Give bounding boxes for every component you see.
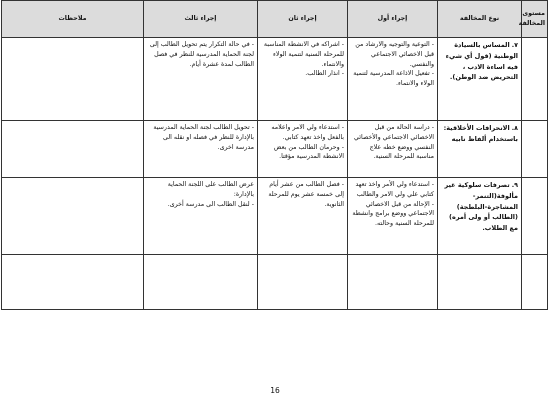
violation-number: ٨. xyxy=(511,125,518,132)
first-action-cell xyxy=(348,178,438,255)
violation-text: تصرفات سلوكية غير مألوفة(التنمر-المشاجرة-البلطجة) (الطالب أو ولى أمره) مع الطلاب. xyxy=(444,181,518,232)
action-item: - الإحالة من قبل الاخصائي الاجتماعي ووضع برامج وانشطة للمرحلة السنية وحالته. xyxy=(352,200,434,227)
action-item: - استدعاء ولي الأمر واخذ تعهد كتابي علي ولي الامر والطالب xyxy=(355,181,434,198)
level-cell xyxy=(522,255,548,310)
table-row xyxy=(2,38,548,121)
violation-type-cell xyxy=(438,38,522,121)
violation-type-cell xyxy=(438,121,522,178)
header-type: نوع المخالفة xyxy=(438,1,522,38)
notes-cell xyxy=(2,255,144,310)
level-cell xyxy=(522,178,548,255)
table-row xyxy=(2,121,548,178)
second-action-cell xyxy=(258,255,348,310)
header-second-action: إجراء ثان xyxy=(258,1,348,38)
second-action-cell xyxy=(258,178,348,255)
violation-text: المساس بالسيادة الوطنية (قول أي شيء فيه اساءة الادب ، التحريض ضد الوطن). xyxy=(445,41,518,82)
notes-cell xyxy=(2,121,144,178)
violation-number: ٧. xyxy=(511,42,518,49)
action-item: - استدعاء ولي الامر واعلامه بالفعل واخذ تعهد كتابي. xyxy=(271,124,344,141)
first-action-cell xyxy=(348,38,438,121)
second-action-cell xyxy=(258,121,348,178)
notes-cell xyxy=(2,178,144,255)
notes-cell xyxy=(2,38,144,121)
violations-table xyxy=(1,0,548,310)
action-item: عرض الطالب على اللجنة الحماية بالإدارة: xyxy=(167,181,254,198)
action-item: - دراسة الحالة من قبل الاخصائي الاجتماعي والأخصائي النفسي ووضع خطه علاج مناسبة للمرحلة السنية. xyxy=(354,124,434,161)
action-item: - اشراكه في الانشطة المناسبة للمرحلة السنية لتنمية الولاء والانتماء. xyxy=(263,41,344,68)
header-third-action: إجراء ثالث xyxy=(144,1,258,38)
violation-type-cell xyxy=(438,255,522,310)
second-action-cell xyxy=(258,38,348,121)
header-level: مستوى المخالفة xyxy=(522,1,548,38)
table-row xyxy=(2,178,548,255)
table-header-row xyxy=(2,1,548,38)
first-action-cell xyxy=(348,121,438,178)
third-action-cell xyxy=(144,178,258,255)
action-item: - تحويل الطالب لجنة الحماية المدرسية بالإدارة للنظر في فصله او نقله الى مدرسة اخرى. xyxy=(153,124,254,151)
action-item: - انذار الطالب. xyxy=(305,70,344,78)
third-action-cell xyxy=(144,255,258,310)
action-item: - فصل الطالب من عشر أيام إلى خمسة عشر يوم للمرحلة الثانوية. xyxy=(268,181,344,208)
violation-number: ٩. xyxy=(511,182,518,189)
first-action-cell xyxy=(348,255,438,310)
violation-type-cell xyxy=(438,178,522,255)
header-notes: ملاحظات xyxy=(2,1,144,38)
third-action-cell xyxy=(144,121,258,178)
action-item: - في حالة التكرار يتم تحويل الطالب إلى لجنة الحماية المدرسية للنظر في فصل الطالب لمدة عشرة أيام. xyxy=(149,41,254,68)
action-item: - التوعية والتوجيه والارشاد من قبل الاخصائي الاجتماعي والنفسي. xyxy=(355,41,434,68)
third-action-cell xyxy=(144,38,258,121)
action-item: - وحرمان الطالب من بعض الانشطة المدرسية مؤقتا. xyxy=(273,143,344,161)
table-row-empty xyxy=(2,255,548,310)
violation-text: الانحرافات الأخلاقية: باستخدام ألفاظ نابيه xyxy=(443,124,518,143)
header-first-action: إجراء أول xyxy=(348,1,438,38)
level-cell xyxy=(522,38,548,121)
page-number: 16 xyxy=(270,386,280,395)
action-item: - تفعيل الاذاعة المدرسية لتنمية الولاء والانتماء. xyxy=(353,70,434,87)
action-item: - لنقل الطالب الى مدرسة أخرى. xyxy=(167,200,254,208)
level-cell xyxy=(522,121,548,178)
